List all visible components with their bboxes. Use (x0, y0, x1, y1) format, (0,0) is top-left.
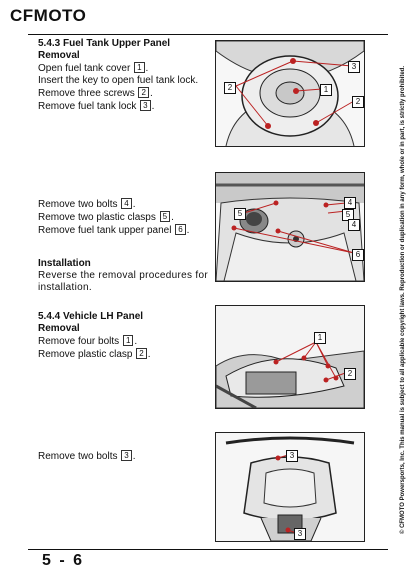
step-line: Insert the key to open fuel tank lock. (38, 75, 199, 86)
step-line: Open fuel tank cover 1 . (38, 63, 149, 74)
brand-logo: CFMOTO (10, 6, 87, 25)
section-upper-panel-steps (38, 198, 189, 237)
step-line: Remove three screws 2 . (38, 88, 153, 99)
header-rule (28, 34, 388, 35)
installation-text: Reverse the removal procedures for installation. (38, 270, 208, 293)
callout: 3 (348, 61, 360, 73)
section-subtitle: Removal (38, 323, 80, 334)
step-line: Remove two bolts 3 . (38, 451, 136, 462)
callout: 4 (344, 197, 356, 209)
callout: 5 (342, 209, 354, 221)
section-installation (38, 258, 208, 294)
step-line: Remove two bolts 4 . (38, 199, 136, 210)
lh-panel-illustration (216, 306, 364, 408)
section-subtitle: Removal (38, 50, 80, 61)
section-lh-panel-bolts (38, 450, 136, 463)
callout: 4 (348, 219, 360, 231)
ref-box: 4 (121, 198, 131, 209)
callout: 5 (234, 208, 246, 220)
callout: 2 (352, 96, 364, 108)
callout: 1 (314, 332, 326, 344)
callout: 2 (224, 82, 236, 94)
copyright-sidebar (396, 65, 410, 535)
ref-box: 3 (140, 100, 150, 111)
ref-box: 1 (134, 62, 144, 73)
figure-lh-panel-bolts (215, 432, 365, 542)
copyright-notice: © CFMOTO Powersports, Inc. This manual is subject to all applicable copyright laws. Reproduction or duplication in any form, whole or in part, is strictly prohibited. (400, 65, 406, 535)
figure-vehicle-lh-panel (215, 305, 365, 409)
ref-box: 1 (123, 335, 133, 346)
figure-fuel-tank-upper-panel (215, 172, 365, 282)
callout: 2 (344, 368, 356, 380)
section-vehicle-lh-panel (38, 311, 151, 361)
section-fuel-tank-upper-panel (38, 38, 198, 113)
fuel-tank-lock-illustration (216, 41, 364, 146)
step-line: Remove fuel tank upper panel 6 . (38, 225, 190, 236)
page-number: 5 - 6 (42, 552, 85, 569)
section-title: 5.4.3 Fuel Tank Upper Panel (38, 38, 171, 49)
section-title: 5.4.4 Vehicle LH Panel (38, 311, 144, 322)
callout: 3 (294, 528, 306, 540)
ref-box: 5 (160, 211, 170, 222)
ref-box: 2 (138, 87, 148, 98)
ref-box: 3 (121, 450, 131, 461)
footer-rule (28, 549, 388, 550)
step-line: Remove two plastic clasps 5 . (38, 212, 174, 223)
ref-box: 2 (136, 348, 146, 359)
step-line: Remove four bolts 1 . (38, 336, 138, 347)
callout: 1 (320, 84, 332, 96)
callout: 6 (352, 249, 364, 261)
callout: 3 (286, 450, 298, 462)
step-line: Remove plastic clasp 2 . (38, 349, 151, 360)
figure-fuel-tank-lock (215, 40, 365, 147)
step-line: Remove fuel tank lock 3 . (38, 101, 155, 112)
upper-panel-illustration (216, 173, 364, 281)
ref-box: 6 (175, 224, 185, 235)
installation-title: Installation (38, 258, 91, 269)
